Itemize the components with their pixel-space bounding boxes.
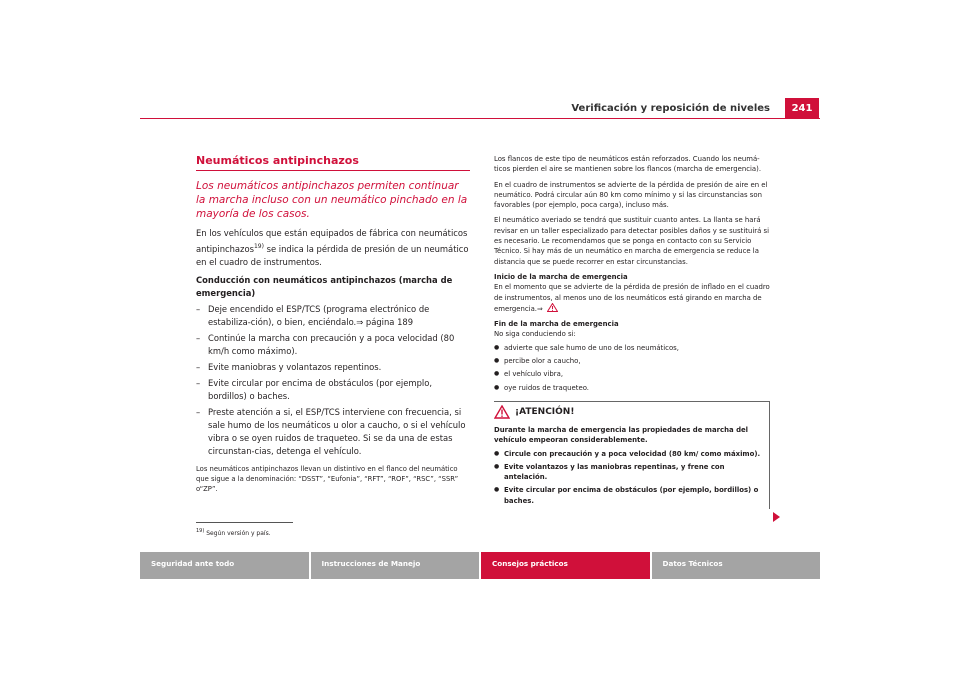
- header-title: Verificación y reposición de niveles: [571, 103, 770, 114]
- right-column: [494, 154, 770, 509]
- list-item: – Evite circular por encima de obstáculos (por ejemplo, bordillos) o baches.: [196, 377, 470, 403]
- footnote-text: Según versión y país.: [206, 530, 271, 537]
- page-number: 241: [785, 98, 819, 118]
- subheading-start: Inicio de la marcha de emergencia: [494, 272, 628, 281]
- footer-nav: [140, 552, 820, 579]
- list-item: – Evite maniobras y volantazos repentinos.: [196, 361, 470, 374]
- paragraph: El neumático averiado se tendrá que sustituir cuanto antes. La llanta se hará revisar en un taller especializado para detectar posibles daños y se sustituirá si es necesario. Le recomendamos que se ponga en contacto con su Servicio Técnico. Si hay más de un neumático en marcha de emergencia se reduce la distancia que se puede recorrer en estar circunstancias.: [494, 216, 769, 266]
- note-paragraph: Los neumáticos antipinchazos llevan un distintivo en el flanco del neumático que sigue a la denominación: “DSST”, “Eufonia”, “RFT”, “ROF”, “RSC”, “SSR” o“ZP”.: [196, 464, 459, 493]
- warning-box: [494, 401, 770, 509]
- warning-item: ● Evite volantazos y las maniobras repentinas, y frene con antelación.: [494, 462, 764, 483]
- footnote-ref[interactable]: 19): [253, 243, 264, 250]
- footnote: [196, 528, 271, 537]
- subheading-emergency: Conducción con neumáticos antipinchazos (marcha de emergencia): [196, 274, 453, 298]
- paragraph-with-warning-ref: [494, 282, 770, 314]
- subheading-end: Fin de la marcha de emergencia: [494, 320, 619, 329]
- warning-triangle-icon[interactable]: [547, 303, 558, 312]
- tab-datos[interactable]: Datos Técnicos: [652, 552, 821, 579]
- paragraph-text: En el momento que se advierte de la pérdida de presión de inflado en el cuadro de instrumentos, al menos uno de los neumáticos está girando en marcha de emergencia.⇒: [494, 283, 770, 313]
- footnote-rule: [196, 522, 293, 523]
- paragraph: Los flancos de este tipo de neumáticos están reforzados. Cuando los neumá-ticos pierden el aire se mantienen sobre los flancos (marcha de emergencia).: [494, 155, 762, 174]
- warning-text: Durante la marcha de emergencia las propiedades de marcha del vehículo empeoran considerablemente.: [494, 425, 749, 445]
- warning-header: [494, 405, 764, 419]
- list-item: – Deje encendido el ESP/TCS (programa electrónico de estabiliza-ción), o bien, enciéndalo.⇒ página 189: [196, 303, 470, 329]
- list-item: – Continúe la marcha con precaución y a poca velocidad (80 km/h como máximo).: [196, 332, 470, 358]
- tab-consejos[interactable]: Consejos prácticos: [481, 552, 650, 579]
- paragraph: No siga conduciendo si:: [494, 330, 576, 339]
- paragraph: En el cuadro de instrumentos se advierte de la pérdida de presión de aire en el neumático. Podrá circular aún 80 km como mínimo y si las circunstancias son favorables (por ejemplo, poca carga), incluso más.: [494, 180, 768, 210]
- warning-item: ● Circule con precaución y a poca velocidad (80 km/ como máximo).: [494, 449, 764, 459]
- section-intro: Los neumáticos antipinchazos permiten continuar la marcha incluso con un neumático pinchado en la mayoría de los casos.: [196, 180, 468, 220]
- header-rule: [140, 118, 820, 119]
- intro-text-b: se indica la pérdida de presión de un neumático en el cuadro de instrumentos.: [196, 243, 469, 267]
- list-item: ● el vehículo vibra,: [494, 369, 770, 379]
- warning-item: ● Evite circular por encima de obstáculos (por ejemplo, bordillos) o baches.: [494, 485, 764, 506]
- intro-paragraph: [196, 227, 470, 269]
- footnote-marker: 19): [196, 528, 205, 534]
- warning-title: ¡ATENCIÓN!: [515, 406, 575, 417]
- left-column: [196, 154, 470, 494]
- tab-seguridad[interactable]: Seguridad ante todo: [140, 552, 309, 579]
- section-title: Neumáticos antipinchazos: [196, 154, 470, 171]
- list-item: ● advierte que sale humo de uno de los neumáticos,: [494, 343, 770, 353]
- list-item: ● oye ruidos de traqueteo.: [494, 383, 770, 393]
- intro-text-a: En los vehículos que están equipados de fábrica con neumáticos antipinchazos: [196, 228, 468, 254]
- tab-instrucciones[interactable]: Instrucciones de Manejo: [311, 552, 480, 579]
- warning-triangle-icon: [494, 405, 510, 419]
- list-item: ● percibe olor a caucho,: [494, 356, 770, 366]
- next-page-arrow-icon[interactable]: [773, 512, 780, 522]
- list-item: – Preste atención a si, el ESP/TCS interviene con frecuencia, si sale humo de los neumáticos u olor a caucho, o si el vehículo vibra o se oyen ruidos de traqueteo. Si se da una de estas circunstan-cias, detenga el vehículo.: [196, 406, 470, 458]
